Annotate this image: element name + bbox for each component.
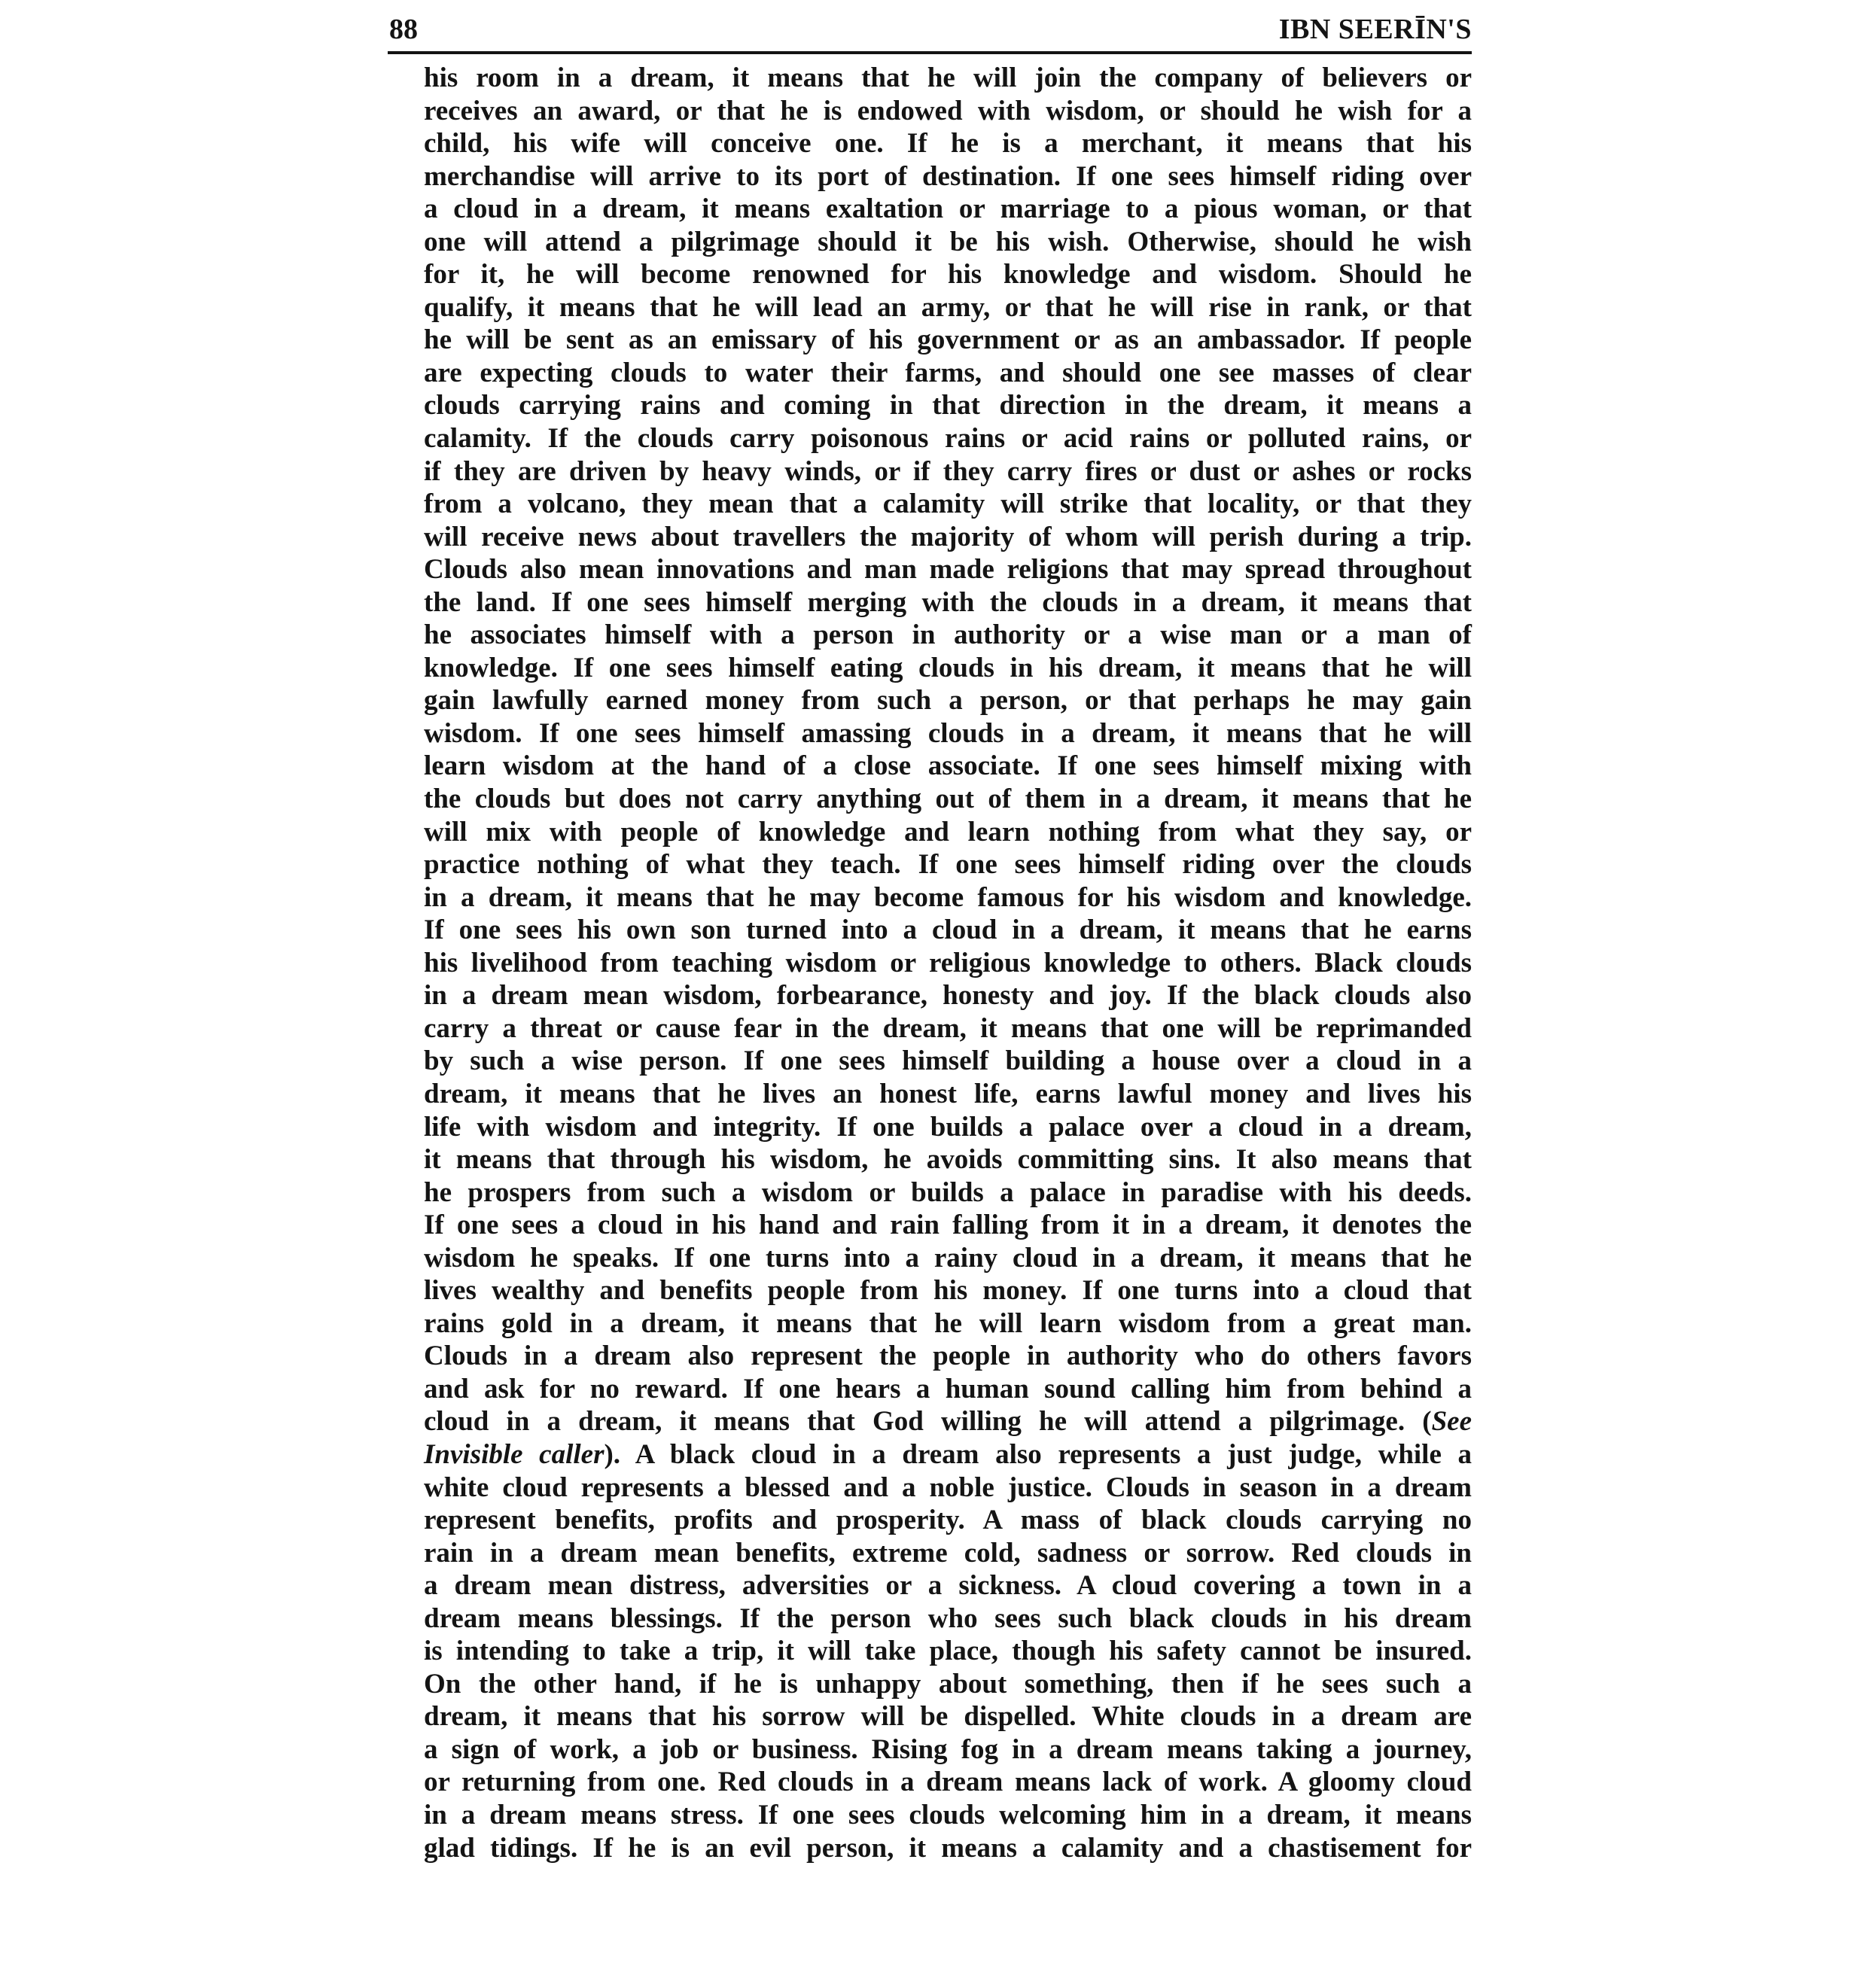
text-line: in a dream means stress. If one sees clouds welcoming him in a dream, it means (424, 1799, 1472, 1830)
text-line (424, 1405, 1472, 1438)
text-line: child, his wife will conceive one. If he is a merchant, it means that his (424, 128, 1472, 160)
text-line: On the other hand, if he is unhappy about something, then if he sees such a (424, 1668, 1472, 1700)
body-text (424, 62, 1472, 1864)
text-line: he associates himself with a person in authority or a wise man or a man of (424, 619, 1472, 651)
page-number: 88 (389, 14, 418, 45)
page-header (388, 11, 1472, 48)
text-line: calamity. If the clouds carry poisonous rains or acid rains or polluted rains, or (424, 423, 1472, 455)
text-line: If one sees his own son turned into a cloud in a dream, it means that he earns (424, 914, 1472, 946)
text-line: he will be sent as an emissary of his government or as an ambassador. If people (424, 324, 1472, 356)
text-line: learn wisdom at the hand of a close associate. If one sees himself mixing with (424, 750, 1472, 782)
text-line: gain lawfully earned money from such a person, or that perhaps he may gain (424, 685, 1472, 717)
text-line: white cloud represents a blessed and a noble justice. Clouds in season in a dream (424, 1471, 1472, 1503)
text-line: life with wisdom and integrity. If one builds a palace over a cloud in a dream, (424, 1111, 1472, 1143)
text-line: is intending to take a trip, it will take place, though his safety cannot be insured. (424, 1636, 1472, 1667)
text-segment: ). A black cloud in a dream also represents a just judge, while a (604, 1438, 1472, 1470)
text-line: in a dream mean wisdom, forbearance, honesty and joy. If the black clouds also (424, 980, 1472, 1012)
text-line: carry a threat or cause fear in the dream, it means that one will be reprimanded (424, 1012, 1472, 1044)
text-line: by such a wise person. If one sees himself building a house over a cloud in a (424, 1045, 1472, 1077)
text-line: dream, it means that he lives an honest life, earns lawful money and lives his (424, 1078, 1472, 1109)
text-line: it means that through his wisdom, he avoids committing sins. It also means that (424, 1144, 1472, 1176)
text-line: qualify, it means that he will lead an army, or that he will rise in rank, or that (424, 291, 1472, 323)
running-head: IBN SEERĪN'S (1278, 14, 1472, 45)
text-line: merchandise will arrive to its port of destination. If one sees himself riding over (424, 160, 1472, 192)
text-line: Clouds also mean innovations and man made religions that may spread throughout (424, 554, 1472, 586)
text-line: rains gold in a dream, it means that he will learn wisdom from a great man. (424, 1307, 1472, 1339)
text-line: glad tidings. If he is an evil person, it means a calamity and a chastisement for (424, 1832, 1472, 1864)
text-line: rain in a dream mean benefits, extreme cold, sadness or sorrow. Red clouds in (424, 1537, 1472, 1569)
text-line: a cloud in a dream, it means exaltation or marriage to a pious woman, or that (424, 193, 1472, 225)
text-line: are expecting clouds to water their farms, and should one see masses of clear (424, 357, 1472, 388)
text-line: one will attend a pilgrimage should it be his wish. Otherwise, should he wish (424, 226, 1472, 257)
text-line: practice nothing of what they teach. If one sees himself riding over the clouds (424, 849, 1472, 881)
text-line: dream, it means that his sorrow will be dispelled. White clouds in a dream are (424, 1701, 1472, 1733)
text-line: in a dream, it means that he may become famous for his wisdom and knowledge. (424, 881, 1472, 913)
text-line: receives an award, or that he is endowed with wisdom, or should he wish for a (424, 95, 1472, 126)
text-line: his livelihood from teaching wisdom or religious knowledge to others. Black clouds (424, 947, 1472, 978)
text-line: if they are driven by heavy winds, or if they carry fires or dust or ashes or rocks (424, 455, 1472, 487)
text-line: the clouds but does not carry anything out of them in a dream, it means that he (424, 784, 1472, 815)
text-line: for it, he will become renowned for his knowledge and wisdom. Should he (424, 259, 1472, 291)
text-line: or returning from one. Red clouds in a dream means lack of work. A gloomy cloud (424, 1767, 1472, 1798)
text-line: wisdom he speaks. If one turns into a rainy cloud in a dream, it means that he (424, 1242, 1472, 1274)
cross-reference: Invisible caller (424, 1438, 605, 1470)
text-segment: cloud in a dream, it means that God willing he will attend a pilgrimage. ( (424, 1406, 1432, 1438)
text-line: his room in a dream, it means that he will join the company of believers or (424, 62, 1472, 93)
text-line: a sign of work, a job or business. Rising fog in a dream means taking a journey, (424, 1733, 1472, 1765)
text-line: will receive news about travellers the majority of whom will perish during a trip. (424, 521, 1472, 552)
text-line: and ask for no reward. If one hears a human sound calling him from behind a (424, 1373, 1472, 1404)
text-line: represent benefits, profits and prosperity. A mass of black clouds carrying no (424, 1505, 1472, 1536)
text-line: a dream mean distress, adversities or a sickness. A cloud covering a town in a (424, 1570, 1472, 1602)
book-page (388, 0, 1472, 1972)
text-line: the land. If one sees himself merging with the clouds in a dream, it means that (424, 586, 1472, 618)
text-line: lives wealthy and benefits people from his money. If one turns into a cloud that (424, 1275, 1472, 1307)
text-line: If one sees a cloud in his hand and rain falling from it in a dream, it denotes the (424, 1210, 1472, 1241)
text-line: will mix with people of knowledge and learn nothing from what they say, or (424, 816, 1472, 848)
text-line: Clouds in a dream also represent the people in authority who do others favors (424, 1341, 1472, 1372)
text-line (424, 1438, 1472, 1471)
header-rule (388, 51, 1472, 54)
text-line: wisdom. If one sees himself amassing clouds in a dream, it means that he will (424, 717, 1472, 749)
text-line: from a volcano, they mean that a calamity will strike that locality, or that they (424, 488, 1472, 520)
text-line: knowledge. If one sees himself eating clouds in his dream, it means that he will (424, 652, 1472, 683)
text-line: dream means blessings. If the person who sees such black clouds in his dream (424, 1602, 1472, 1634)
text-line: clouds carrying rains and coming in that direction in the dream, it means a (424, 390, 1472, 421)
text-line: he prospers from such a wisdom or builds a palace in paradise with his deeds. (424, 1176, 1472, 1208)
cross-reference: See (1431, 1406, 1472, 1438)
